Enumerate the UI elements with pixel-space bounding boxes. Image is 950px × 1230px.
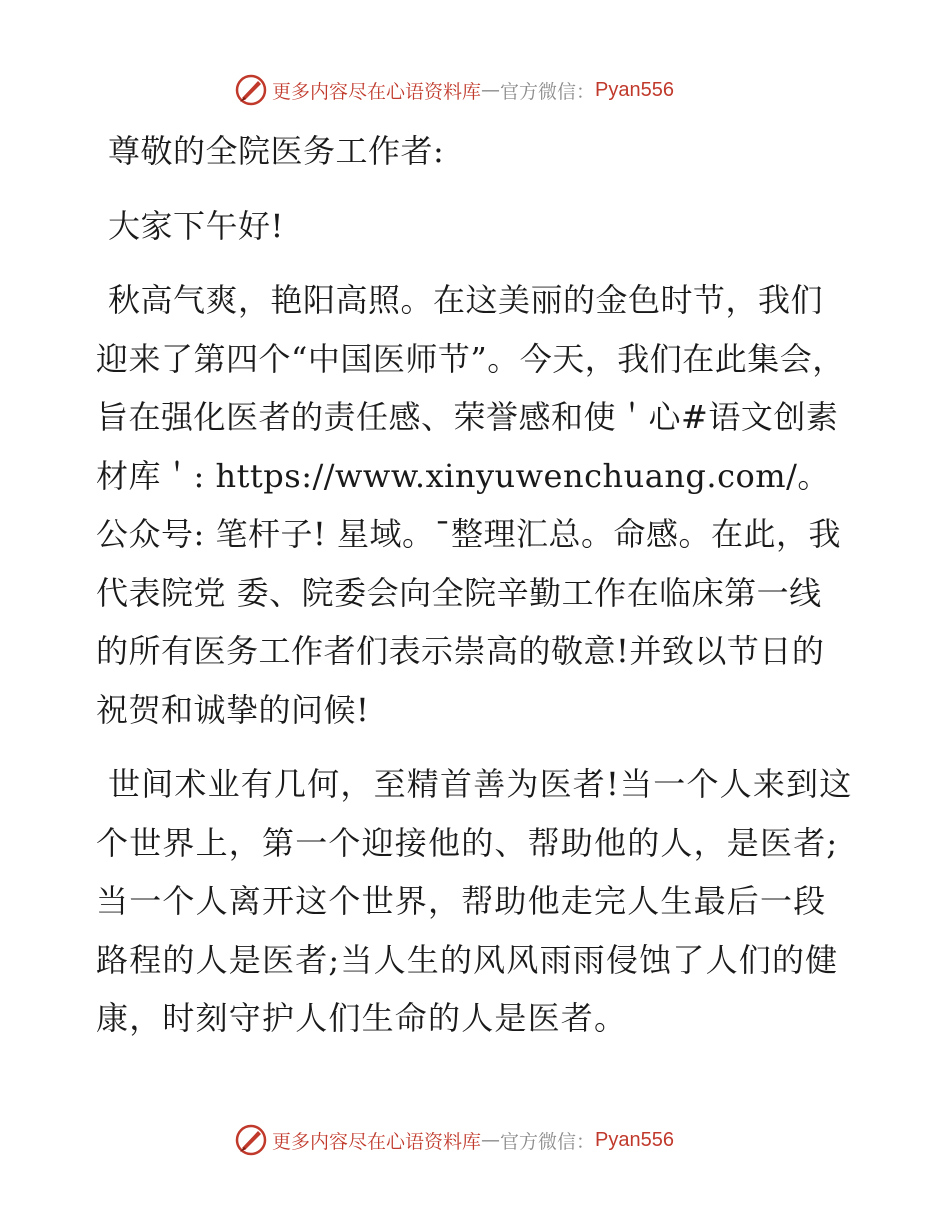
body-paragraph: 世间术业有几何，至精首善为医者!当一个人来到这个世界上，第一个迎接他的、帮助他的人，是医者;当一个人离开这个世界，帮助他走完人生最后一段路程的人是医者;当人生的风风雨雨侵蚀了人们的健康，时刻守护人们生命的人是医者。 — [96, 765, 853, 1037]
watermark-brand-text: 更多内容尽在心语资料库 — [272, 1130, 482, 1153]
watermark-separator: — — [481, 79, 501, 101]
watermark-wechat-id: Pyan556 — [595, 78, 674, 101]
watermark-brand-text: 更多内容尽在心语资料库 — [272, 80, 482, 103]
salutation: 尊敬的全院医务工作者: — [108, 132, 445, 170]
quill-pen-logo-icon — [234, 73, 268, 107]
body-paragraph: 秋高气爽，艳阳高照。在这美丽的金色时节，我们迎来了第四个“中国医师节”。今天，我们在此集会，旨在强化医者的责任感、荣誉感和使＇心#语文创素材库＇: https://www.xinyuwenchuang.com/。公众号: 笔杆子! 星域。¯整理汇总。命感。在此，我代表院党 委、院委会向全院辛勤工作在临床第一线的所有医务工作者们表示崇高的敬意!并致以节日的祝贺和诚挚的问候! — [96, 281, 845, 729]
greeting: 大家下午好! — [108, 206, 284, 245]
quill-pen-logo-icon — [234, 1123, 268, 1157]
watermark-wechat-label: 官方微信： — [500, 1130, 596, 1153]
header-watermark-banner — [234, 70, 734, 110]
document-body — [96, 122, 854, 1064]
watermark-separator: — — [481, 1129, 501, 1151]
watermark-wechat-label: 官方微信： — [500, 80, 596, 103]
footer-watermark-banner — [234, 1120, 734, 1160]
watermark-wechat-id: Pyan556 — [595, 1128, 674, 1151]
